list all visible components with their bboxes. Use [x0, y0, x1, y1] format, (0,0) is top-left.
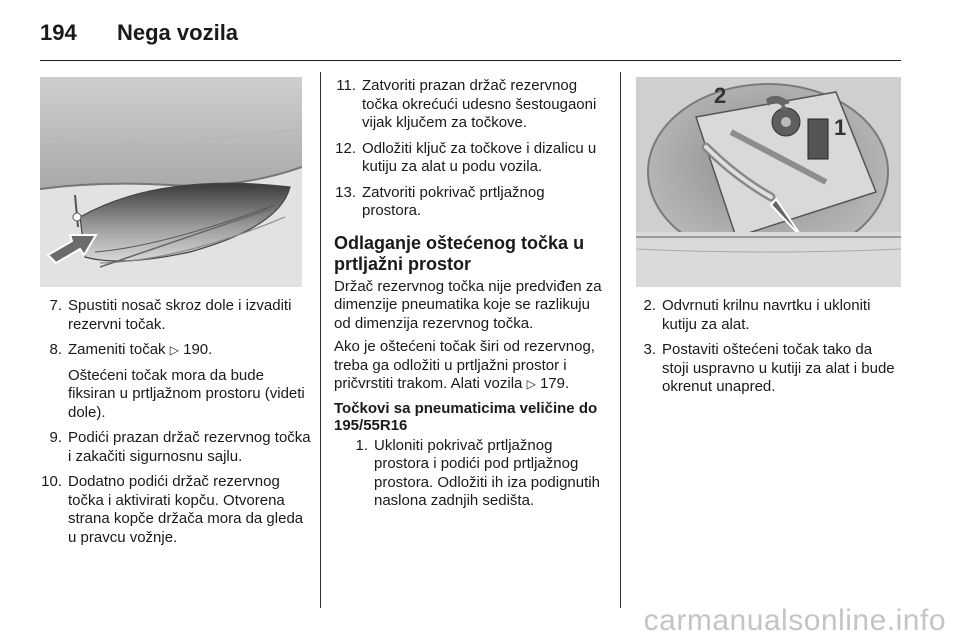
- list-item: [634, 297, 902, 334]
- section-heading: Odlaganje oštećenog točka u prtljažni prostor: [334, 232, 585, 274]
- item-text: Podići prazan držač rezervnog točka i zakačiti sigurnosnu sajlu.: [68, 429, 311, 465]
- tool-box-illustration: [636, 77, 901, 287]
- callout-label-1: 1: [834, 115, 847, 140]
- item-number: 12.: [335, 139, 356, 157]
- spare-wheel-carrier-illustration: [40, 77, 302, 287]
- item-text: Odvrnuti krilnu navrtku i ukloniti kutiju za alat.: [662, 297, 871, 333]
- right-column: [634, 297, 902, 404]
- list-item: [334, 77, 606, 133]
- page-ref-icon: ▷: [169, 343, 179, 357]
- item-number: 8.: [49, 341, 62, 358]
- column-divider-right: [620, 72, 621, 608]
- list-item: [334, 140, 606, 177]
- item-text: Dodatno podići držač rezervnog točka i aktivirati kopču. Otvorena strana kopče držača mora da gleda u pravcu vožnje.: [68, 473, 304, 546]
- list-item: [334, 184, 606, 221]
- item-number: 13.: [335, 183, 356, 201]
- section-paragraph: Držač rezervnog točka nije predviđen za dimenzije pneumatika koje se razlikuju od dimenzija rezervnog točka.: [334, 277, 602, 332]
- item-text: Odložiti ključ za točkove i dizalicu u kutiju za alat u podu vozila.: [362, 139, 597, 175]
- item-text: Zameniti točak: [68, 341, 166, 358]
- item-number: 7.: [49, 297, 62, 314]
- page-ref-icon: ▷: [526, 377, 536, 391]
- page-ref-link[interactable]: 190.: [183, 341, 213, 358]
- item-number: 2.: [643, 297, 656, 314]
- item-number: 3.: [643, 341, 656, 358]
- middle-column: [334, 77, 606, 518]
- left-column: [40, 297, 312, 554]
- list-item: [40, 429, 312, 466]
- item-number: 9.: [49, 429, 62, 446]
- watermark: carmanualsonline.info: [643, 604, 946, 637]
- subsection-heading: Točkovi sa pneumaticima veličine do 195/55R16: [334, 399, 598, 434]
- list-item: [40, 473, 312, 547]
- list-item: [40, 297, 312, 334]
- list-item: [634, 341, 902, 397]
- item-text: Spustiti nosač skroz dole i izvaditi rezervni točak.: [68, 297, 292, 333]
- item-text: Zatvoriti prazan držač rezervnog točka okrećući udesno šestougaoni vijak ključem za točkove.: [362, 77, 597, 131]
- callout-label-2: 2: [714, 83, 727, 108]
- item-number: 1.: [355, 436, 368, 454]
- tool-box-drawing: [636, 77, 901, 287]
- spare-wheel-drawing: [40, 77, 302, 287]
- item-text: Zatvoriti pokrivač prtljažnog prostora.: [362, 183, 545, 219]
- page-title: Nega vozila: [117, 20, 239, 45]
- sub-list: [334, 437, 606, 511]
- list-item: [334, 437, 606, 511]
- item-text: Ukloniti pokrivač prtljažnog prostora i podići pod prtljažnog prostora. Odložiti ih iza podignutih naslona zadnjih sedišta.: [374, 436, 600, 509]
- page-number: 194: [40, 20, 77, 45]
- item-number: 10.: [41, 473, 62, 490]
- page-ref-link[interactable]: 179.: [539, 375, 570, 392]
- header-rule: [40, 60, 901, 61]
- item-number: 11.: [336, 77, 356, 94]
- item-note: Oštećeni točak mora da bude fiksiran u prtljažnom prostoru (videti dole).: [68, 366, 305, 421]
- item-text: Postaviti oštećeni točak tako da stoji uspravno u kutiji za alat i bude okrenut unapred.: [662, 341, 895, 395]
- section-paragraph: Ako je oštećeni točak širi od rezervnog, treba ga odložiti u prtljažni prostor i pričvrstiti trakom. Alati vozila ▷ 179.: [334, 338, 595, 392]
- list-item: [40, 341, 312, 422]
- column-divider-left: [320, 72, 321, 608]
